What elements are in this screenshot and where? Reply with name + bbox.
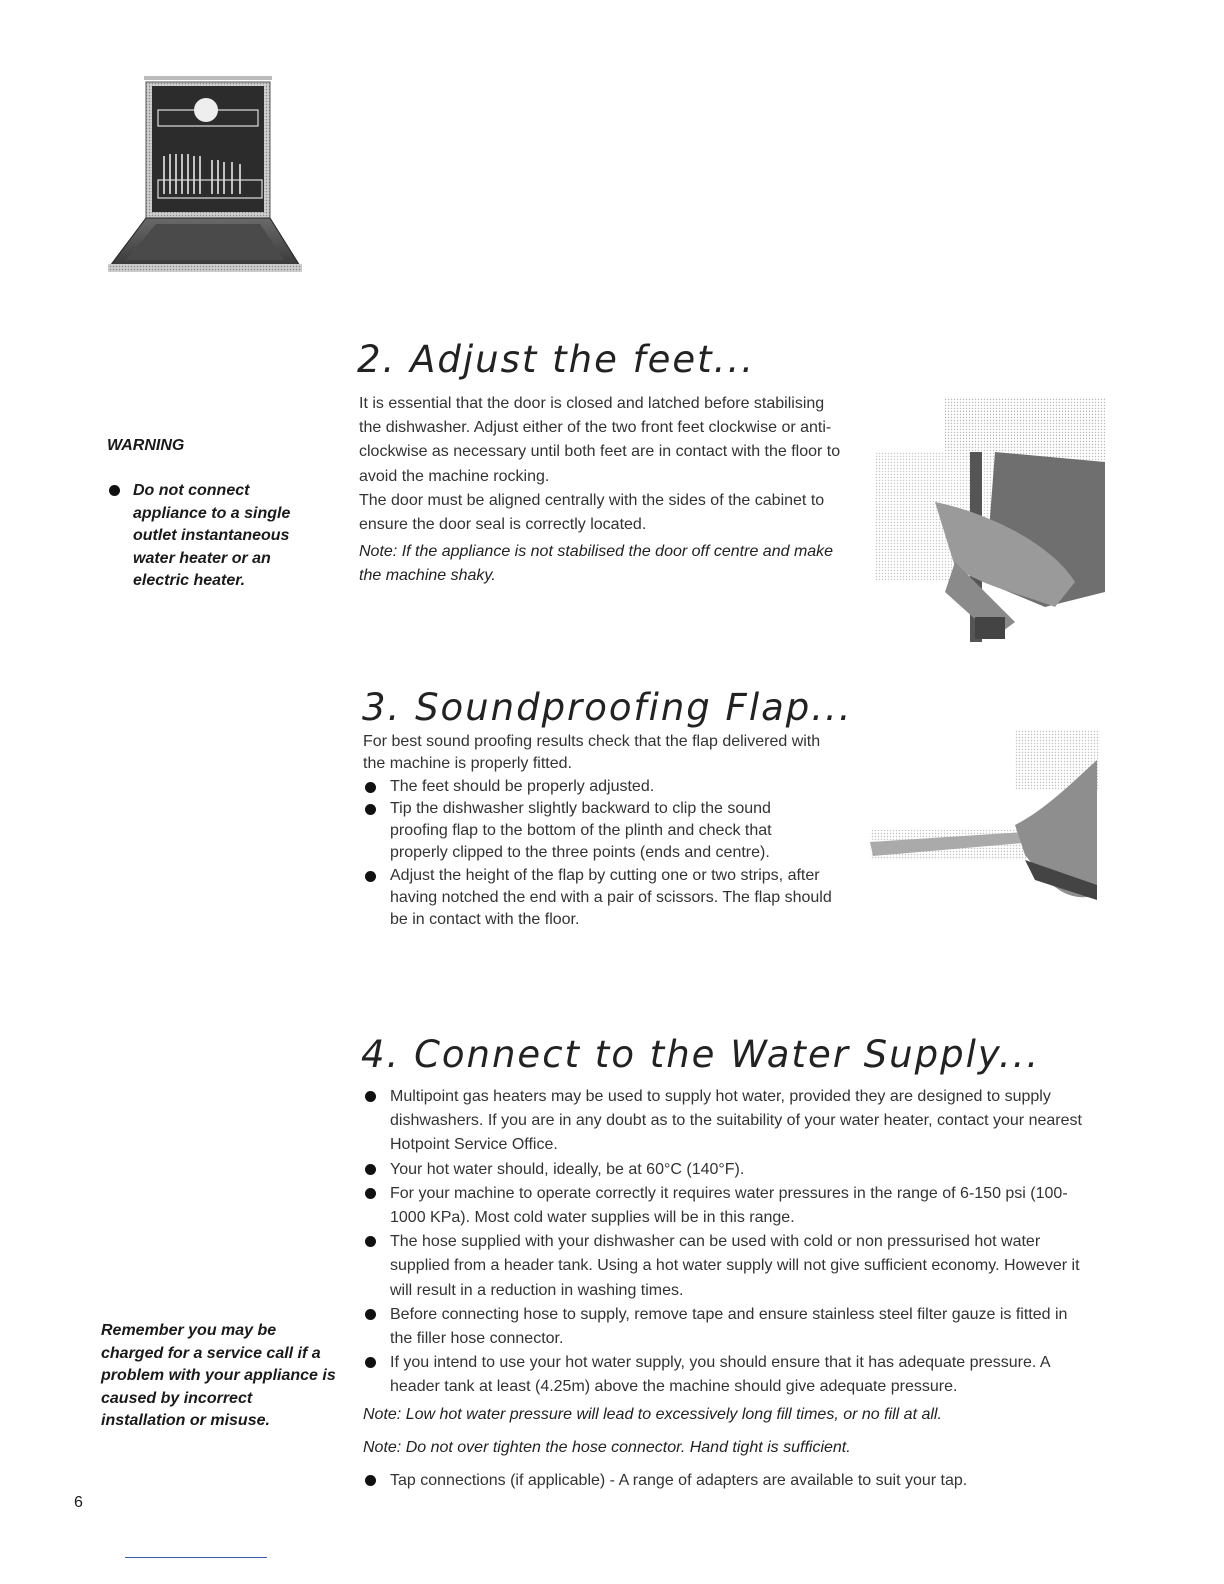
section-4-note-pressure: Note: Low hot water pressure will lead to excessively long fill times, or no fill at all. bbox=[363, 1405, 942, 1423]
list-item: Adjust the height of the flap by cutting one or two strips, after having notched the end with a pair of scissors. The flap should be in contact with the floor. bbox=[363, 865, 833, 932]
list-item: The feet should be properly adjusted. bbox=[363, 776, 833, 798]
section-2-note: Note: If the appliance is not stabilised the door off centre and make the machine shaky. bbox=[359, 543, 834, 585]
section-4-title: 4. Connect to the Water Supply... bbox=[361, 1033, 1041, 1076]
section-3-title: 3. Soundproofing Flap... bbox=[362, 686, 853, 729]
section-4-body bbox=[363, 1085, 1083, 1493]
list-item: Multipoint gas heaters may be used to supply hot water, provided they are designed to supply dishwashers. If you are in any doubt as to the suitability of your water heater, contact your nearest Hotpoint Service Office. bbox=[363, 1085, 1083, 1158]
section-4-note-connector: Note: Do not over tighten the hose connector. Hand tight is sufficient. bbox=[363, 1438, 851, 1456]
warning-item: Do not connect appliance to a single outlet instantaneous water heater or an electric heater. bbox=[107, 480, 307, 593]
service-call-reminder: Remember you may be charged for a service call if a problem with your appliance is caused by incorrect installation or misuse. bbox=[101, 1322, 336, 1429]
section-2-body bbox=[359, 392, 844, 589]
section-3-body bbox=[363, 731, 833, 932]
adjust-feet-photo bbox=[875, 392, 1105, 647]
list-item: Tip the dishwasher slightly backward to clip the sound proofing flap to the bottom of the plinth and check that properly clipped to the three points (ends and centre). bbox=[363, 798, 833, 865]
section-2-title: 2. Adjust the feet... bbox=[357, 338, 755, 381]
list-item: Tap connections (if applicable) - A range of adapters are available to suit your tap. bbox=[363, 1469, 1083, 1493]
section-4-list-final bbox=[363, 1469, 1083, 1493]
warning-title: WARNING bbox=[107, 437, 185, 454]
section-2-paragraph: It is essential that the door is closed and latched before stabilising the dishwasher. Adjust either of the two front feet clockwise or anti-clockwise as necessary until both feet are in contact with the floor to avoid the machine rocking. bbox=[359, 395, 841, 485]
bottom-rule bbox=[125, 1557, 267, 1558]
list-item: Your hot water should, ideally, be at 60°C (140°F). bbox=[363, 1158, 1083, 1182]
section-4-list bbox=[363, 1085, 1083, 1400]
list-item: For your machine to operate correctly it requires water pressures in the range of 6-150 psi (100-1000 KPa). Most cold water supplies will be in this range. bbox=[363, 1182, 1083, 1230]
section-2-paragraph: The door must be aligned centrally with the sides of the cabinet to ensure the door seal is correctly located. bbox=[359, 491, 825, 534]
list-item: The hose supplied with your dishwasher can be used with cold or non pressurised hot water supplied from a header tank. Using a hot water supply will not give sufficient economy. However it will result in a reduction in washing times. bbox=[363, 1230, 1083, 1303]
list-item: If you intend to use your hot water supply, you should ensure that it has adequate pressure. A header tank at least (4.25m) above the machine should give adequate pressure. bbox=[363, 1351, 1083, 1399]
section-3-intro: For best sound proofing results check that the flap delivered with the machine is properly fitted. bbox=[363, 733, 821, 773]
dishwasher-illustration bbox=[100, 70, 310, 280]
list-item: Before connecting hose to supply, remove tape and ensure stainless steel filter gauze is fitted in the filler hose connector. bbox=[363, 1303, 1083, 1351]
warning-list bbox=[107, 480, 307, 593]
page-number: 6 bbox=[74, 1494, 83, 1511]
section-3-list bbox=[363, 776, 833, 932]
soundproofing-flap-photo bbox=[865, 730, 1100, 930]
